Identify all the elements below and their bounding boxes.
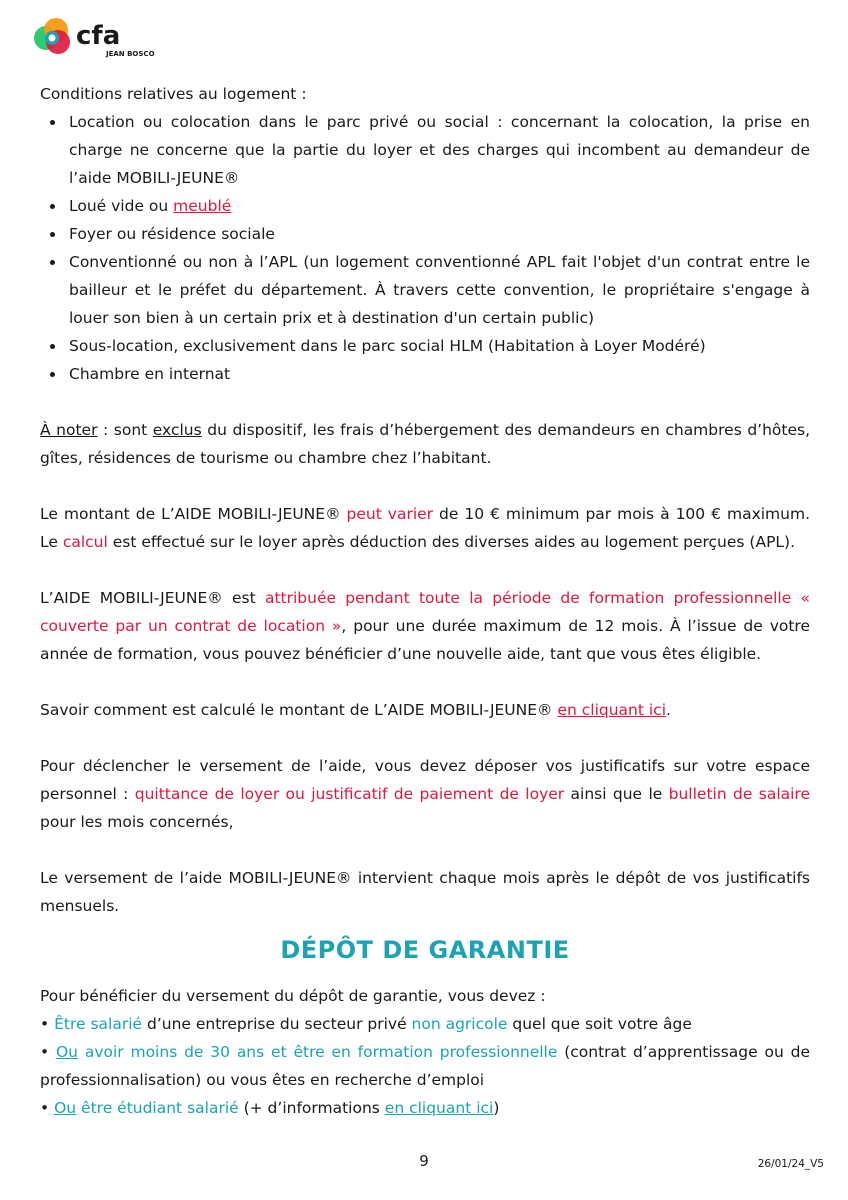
highlighted-text: avoir moins de 30 ans et être en formation professionnelle <box>84 1043 558 1061</box>
deposit-title: DÉPÔT DE GARANTIE <box>280 936 570 964</box>
text-run: : sont <box>97 421 153 439</box>
info-paragraph <box>40 864 810 920</box>
text-run: • <box>40 1099 55 1117</box>
text-run: ) <box>493 1099 500 1117</box>
info-paragraph <box>40 584 810 668</box>
text-run: (contrat d’apprentissage ou de professionnalisation) ou vous êtes en recherche d’emploi <box>40 1043 810 1089</box>
cfa-logo-mark <box>30 14 170 64</box>
highlighted-text: peut varier <box>346 505 434 523</box>
condition-item <box>69 248 810 332</box>
info-paragraph <box>40 696 810 724</box>
text-run: Le versement de l’aide MOBILI-JEUNE® intervient chaque mois après le dépôt de vos justificatifs mensuels. <box>40 869 810 915</box>
info-paragraph <box>40 500 810 556</box>
conditions-list <box>40 108 810 388</box>
text-run: Chambre en internat <box>69 365 231 383</box>
text-run: pour les mois concernés, <box>40 813 234 831</box>
text-run: Le montant de L’AIDE MOBILI-JEUNE® <box>40 505 347 523</box>
deposit-conditions <box>40 1010 810 1122</box>
text-run: de 10 € minimum par mois à 100 € maximum. Le <box>40 505 810 551</box>
condition-item <box>69 192 810 220</box>
text-run: Pour déclencher le versement de l’aide, vous devez déposer vos justificatifs sur votre espace personnel : <box>40 757 810 803</box>
text-run: Location ou colocation dans le parc privé ou social : concernant la colocation, la prise en charge ne concerne que la partie du loyer et des charges qui incombent au demandeur de l’aide MOBILI-JEUNE® <box>69 113 810 187</box>
highlighted-text: Être salarié <box>54 1015 143 1033</box>
text-run: • <box>40 1015 55 1033</box>
text-run: Conventionné ou non à l’APL (un logement conventionné APL fait l'objet d'un contrat entre le bailleur et le préfet du département. À travers cette convention, le propriétaire s'engage à louer son bien à un certain prix et à destination d'un certain public) <box>69 253 810 327</box>
highlighted-text: Ou <box>54 1099 77 1117</box>
info-paragraphs <box>40 416 810 920</box>
page-number: 9 <box>419 1152 429 1170</box>
text-run: Savoir comment est calculé le montant de L’AIDE MOBILI-JEUNE® <box>40 701 558 719</box>
text-run: . <box>666 701 671 719</box>
highlighted-text: meublé <box>173 197 232 215</box>
highlighted-text: bulletin de salaire <box>668 785 810 803</box>
text-run <box>78 1043 85 1061</box>
deposit-condition <box>40 1010 810 1038</box>
link-cliquez-ici[interactable]: en cliquant ici <box>384 1099 494 1117</box>
text-run: quel que soit votre âge <box>507 1015 692 1033</box>
deposit-condition <box>40 1038 810 1094</box>
text-run: Loué vide ou <box>69 197 174 215</box>
svg-text:cfa: cfa <box>76 21 121 51</box>
cfa-logo <box>30 14 170 64</box>
logo-circle-center <box>49 35 56 42</box>
condition-item <box>69 360 810 388</box>
info-paragraph <box>40 416 810 472</box>
highlighted-text: quittance de loyer ou justificatif de paiement de loyer <box>134 785 565 803</box>
condition-item <box>69 332 810 360</box>
highlighted-text: attribuée pendant toute la période de formation professionnelle « couverte par un contrat de location » <box>40 589 810 635</box>
text-run: ainsi que le <box>564 785 669 803</box>
text-run: L’AIDE MOBILI-JEUNE® est <box>40 589 265 607</box>
document-version: 26/01/24_V5 <box>757 1158 824 1170</box>
text-run: , pour une durée maximum de 12 mois. À l’issue de votre année de formation, vous pouvez bénéficier d’une nouvelle aide, tant que vous êtes éligible. <box>40 617 810 663</box>
svg-text:JEAN BOSCO: JEAN BOSCO <box>106 50 155 58</box>
highlighted-text: être étudiant salarié <box>81 1099 239 1117</box>
text-run: est effectué sur le loyer après déduction des diverses aides au logement perçues (APL). <box>107 533 796 551</box>
deposit-intro: Pour bénéficier du versement du dépôt de garantie, vous devez : <box>40 987 546 1005</box>
link-cliquez-ici[interactable]: en cliquant ici <box>557 701 667 719</box>
highlighted-text: À noter <box>40 421 98 439</box>
conditions-heading: Conditions relatives au logement : <box>40 85 307 103</box>
highlighted-text: non agricole <box>411 1015 508 1033</box>
text-run: du dispositif, les frais d’hébergement des demandeurs en chambres d’hôtes, gîtes, résidences de tourisme ou chambre chez l’habitant. <box>40 421 811 467</box>
deposit-condition <box>40 1094 810 1122</box>
highlighted-text: calcul <box>62 533 108 551</box>
text-run: d’une entreprise du secteur privé <box>142 1015 412 1033</box>
highlighted-text: exclus <box>152 421 202 439</box>
condition-item <box>69 108 810 192</box>
text-run: Foyer ou résidence sociale <box>69 225 275 243</box>
text-run: Sous-location, exclusivement dans le parc social HLM (Habitation à Loyer Modéré) <box>69 337 706 355</box>
page-content <box>40 80 810 1122</box>
info-paragraph <box>40 752 810 836</box>
text-run: (+ d’informations <box>238 1099 385 1117</box>
text-run: • <box>40 1043 56 1061</box>
condition-item <box>69 220 810 248</box>
highlighted-text: Ou <box>55 1043 78 1061</box>
